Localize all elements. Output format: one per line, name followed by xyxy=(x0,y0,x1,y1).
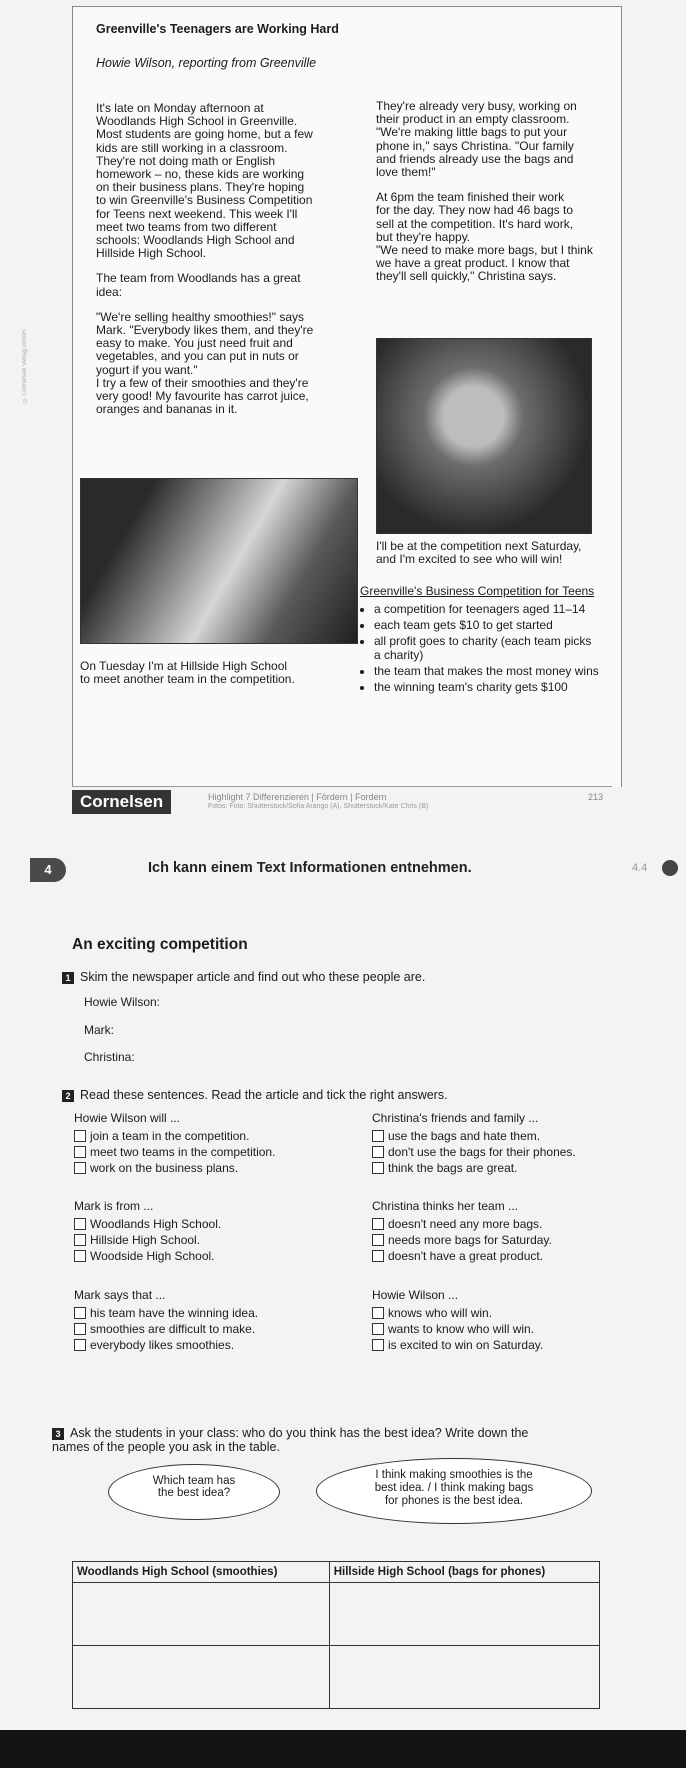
answer-option[interactable] xyxy=(372,1322,534,1336)
article-tuesday-text: On Tuesday I'm at Hillside High School to meet another team in the competition. xyxy=(80,659,295,687)
checkbox[interactable] xyxy=(372,1339,384,1351)
question-stem: Christina's friends and family ... xyxy=(372,1111,539,1125)
question-stem: Howie Wilson ... xyxy=(372,1288,459,1302)
infobox-item: • all profit goes to charity (each team picks a charity) xyxy=(374,634,600,662)
margin-copyright: © Cornelsen Verlag GmbH xyxy=(22,330,28,403)
answer-option-label: needs more bags for Saturday. xyxy=(388,1233,552,1247)
table-cell[interactable] xyxy=(73,1583,330,1646)
task-3-instruction: Ask the students in your class: who do you think has the best idea? Write down the names of the people you ask in the table. xyxy=(52,1426,529,1454)
task-1-instruction: Skim the newspaper article and find out who these people are. xyxy=(80,970,426,984)
answer-option[interactable] xyxy=(74,1306,258,1320)
infobox-item: • the team that makes the most money wins xyxy=(374,664,600,678)
checkbox[interactable] xyxy=(74,1307,86,1319)
answer-option-label: Woodside High School. xyxy=(90,1249,215,1263)
answer-option[interactable] xyxy=(372,1338,543,1352)
task-number: 1 xyxy=(62,972,74,984)
article-headline: Greenville's Teenagers are Working Hard xyxy=(96,22,339,36)
infobox-title: Greenville's Business Competition for Teens xyxy=(360,584,595,598)
worksheet-page-number: 4 xyxy=(30,858,66,882)
checkbox[interactable] xyxy=(372,1323,384,1335)
answer-option[interactable] xyxy=(372,1217,542,1231)
answer-option-label: is excited to win on Saturday. xyxy=(388,1338,544,1352)
task-2 xyxy=(62,1088,448,1102)
question-stem: Mark says that ... xyxy=(74,1288,166,1302)
answer-option-label: meet two teams in the competition. xyxy=(90,1145,276,1159)
task-1 xyxy=(62,970,425,984)
answer-option-label: smoothies are difficult to make. xyxy=(90,1322,256,1336)
speech-bubble-question: Which team has the best idea? xyxy=(108,1464,280,1520)
checkbox[interactable] xyxy=(74,1130,86,1142)
competence-code: 4.4 xyxy=(632,862,648,874)
task-2-instruction: Read these sentences. Read the article and tick the right answers. xyxy=(80,1088,448,1102)
footer-series: Highlight 7 Differenzieren | Fördern | Fordern xyxy=(208,792,387,802)
level-dot-icon xyxy=(662,860,678,876)
table-header-hillside: Hillside High School (bags for phones) xyxy=(329,1562,599,1583)
checkbox[interactable] xyxy=(74,1234,86,1246)
answer-field-howie: Howie Wilson: xyxy=(84,995,161,1009)
answer-option[interactable] xyxy=(74,1217,221,1231)
answer-option[interactable] xyxy=(74,1322,255,1336)
task-number: 3 xyxy=(52,1428,64,1440)
publisher-logo: Cornelsen xyxy=(72,790,171,814)
answer-option-label: Hillside High School. xyxy=(90,1233,201,1247)
task-number: 2 xyxy=(62,1090,74,1102)
footer-page-number: 213 xyxy=(588,792,604,802)
article-paragraph: At 6pm the team finished their work for the day. They now had 46 bags to sell at the competition. It's hard work, but they're happy. "We need to make more bags, but I think we have a great product. I know that they'll sell quickly," Christina says. xyxy=(376,190,593,284)
article-byline: Howie Wilson, reporting from Greenville xyxy=(96,56,317,70)
answer-field-christina: Christina: xyxy=(84,1050,135,1064)
speech-bubble-answer: I think making smoothies is the best idea. / I think making bags for phones is the best idea. xyxy=(316,1458,592,1524)
article-excited-text: I'll be at the competition next Saturday, and I'm excited to see who will win! xyxy=(376,539,582,567)
table-cell[interactable] xyxy=(329,1646,599,1709)
question-stem: Christina thinks her team ... xyxy=(372,1199,519,1213)
answer-option[interactable] xyxy=(74,1249,215,1263)
answer-option[interactable] xyxy=(372,1161,517,1175)
checkbox[interactable] xyxy=(372,1130,384,1142)
article-paragraph: They're already very busy, working on their product in an empty classroom. "We're making little bags to put your phone in," says Christina. "Our family and friends already use the bags and love them!" xyxy=(376,99,577,180)
infobox-item: • each team gets $10 to get started xyxy=(374,618,600,632)
article-paragraph: The team from Woodlands has a great idea: xyxy=(96,271,301,299)
footer-credits: Fotos: Foto: Shutterstock/Sofia Arango (A), Shutterstock/Kate Chris (B) xyxy=(208,803,429,810)
infobox-item: • the winning team's charity gets $100 xyxy=(374,680,600,694)
checkbox[interactable] xyxy=(74,1218,86,1230)
answer-option[interactable] xyxy=(372,1129,540,1143)
answer-option[interactable] xyxy=(372,1233,552,1247)
answer-option-label: work on the business plans. xyxy=(90,1161,239,1175)
checkbox[interactable] xyxy=(372,1250,384,1262)
worksheet-title: An exciting competition xyxy=(72,936,248,953)
checkbox[interactable] xyxy=(74,1146,86,1158)
checkbox[interactable] xyxy=(74,1323,86,1335)
answer-option[interactable] xyxy=(372,1249,543,1263)
table-cell[interactable] xyxy=(73,1646,330,1709)
question-stem: Mark is from ... xyxy=(74,1199,154,1213)
answer-option[interactable] xyxy=(74,1233,200,1247)
scan-bottom-edge xyxy=(0,1730,686,1768)
answer-option-label: join a team in the competition. xyxy=(90,1129,250,1143)
checkbox[interactable] xyxy=(372,1162,384,1174)
answer-option-label: wants to know who will win. xyxy=(388,1322,535,1336)
answer-field-mark: Mark: xyxy=(84,1023,114,1037)
table-cell[interactable] xyxy=(329,1583,599,1646)
checkbox[interactable] xyxy=(372,1234,384,1246)
table-header-woodlands: Woodlands High School (smoothies) xyxy=(73,1562,330,1583)
class-survey-table xyxy=(72,1561,600,1709)
checkbox[interactable] xyxy=(74,1339,86,1351)
checkbox[interactable] xyxy=(372,1146,384,1158)
answer-option[interactable] xyxy=(74,1129,249,1143)
question-stem: Howie Wilson will ... xyxy=(74,1111,181,1125)
answer-option[interactable] xyxy=(74,1161,238,1175)
answer-option[interactable] xyxy=(372,1306,492,1320)
infobox-item: • a competition for teenagers aged 11–14 xyxy=(374,602,600,616)
answer-option-label: use the bags and hate them. xyxy=(388,1129,541,1143)
answer-option-label: doesn't need any more bags. xyxy=(388,1217,543,1231)
competition-infobox xyxy=(360,584,600,696)
can-do-heading: Ich kann einem Text Informationen entnehmen. xyxy=(148,860,472,876)
answer-option[interactable] xyxy=(372,1145,576,1159)
answer-option-label: his team have the winning idea. xyxy=(90,1306,259,1320)
checkbox[interactable] xyxy=(74,1250,86,1262)
checkbox[interactable] xyxy=(372,1218,384,1230)
footer-divider xyxy=(72,786,612,787)
checkbox[interactable] xyxy=(372,1307,384,1319)
checkbox[interactable] xyxy=(74,1162,86,1174)
answer-option[interactable] xyxy=(74,1338,234,1352)
article-left-column xyxy=(96,102,368,428)
article-paragraph: It's late on Monday afternoon at Woodlands High School in Greenville. Most students are going home, but a few kids are still working in a classroom. They're not doing math or English homework – no, these kids are working on their business plans. They're hoping to win Greenville's Business Competition for Teens next weekend. This week I'll meet two teams from two different schools: Woodlands High School and Hillside High School. xyxy=(96,101,313,261)
article-paragraph: "We're selling healthy smoothies!" says Mark. "Everybody likes them, and they're easy to make. You just need fruit and vegetables, and you can put in nuts or yogurt if you want." I try a few of their smoothies and they're very good! My favourite has carrot juice, oranges and bananas in it. xyxy=(96,309,314,417)
answer-option-label: knows who will win. xyxy=(388,1306,493,1320)
task-3 xyxy=(52,1412,612,1454)
answer-option-label: doesn't have a great product. xyxy=(388,1249,544,1263)
photo-smoothie-blender xyxy=(80,478,358,644)
answer-option-label: don't use the bags for their phones. xyxy=(388,1145,576,1159)
article-right-column xyxy=(376,100,606,296)
answer-option-label: think the bags are great. xyxy=(388,1161,518,1175)
photo-teens-making-bags xyxy=(376,338,592,534)
answer-option-label: Woodlands High School. xyxy=(90,1217,222,1231)
answer-option-label: everybody likes smoothies. xyxy=(90,1338,235,1352)
answer-option[interactable] xyxy=(74,1145,275,1159)
